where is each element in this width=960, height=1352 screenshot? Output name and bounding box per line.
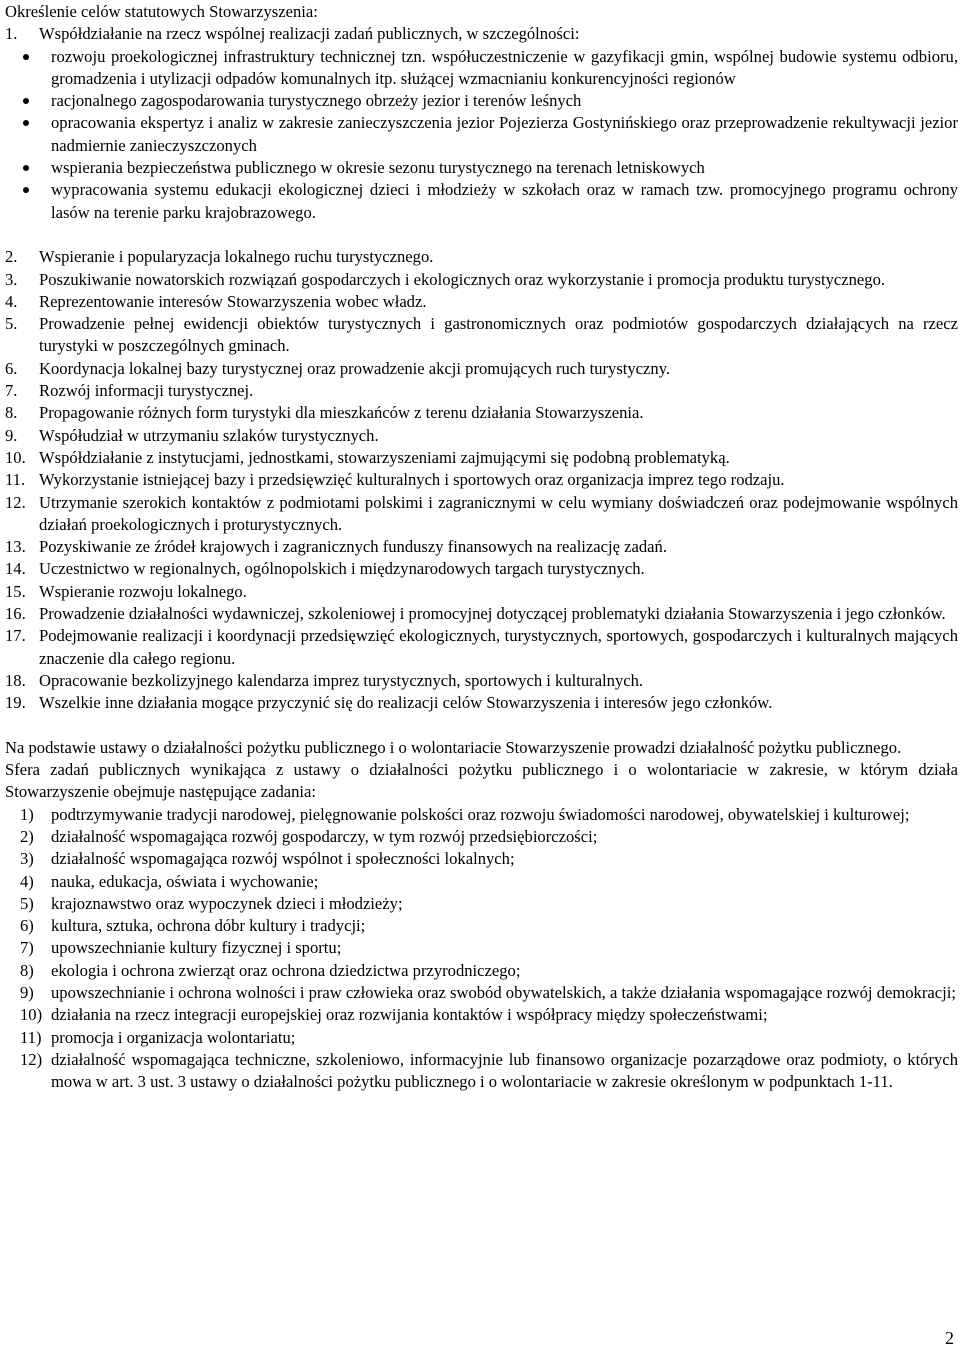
goal-item xyxy=(5,692,958,714)
task-item xyxy=(5,893,958,915)
task-item xyxy=(5,937,958,959)
goal-text: Poszukiwanie nowatorskich rozwiązań gospodarczych i ekologicznych oraz wykorzystanie i promocja produktu turystycznego. xyxy=(39,269,886,289)
goal-number: 6. xyxy=(5,358,18,378)
goal-number: 15. xyxy=(5,581,26,601)
goal-item-1 xyxy=(5,23,958,45)
task-item xyxy=(5,982,958,1004)
task-text: promocja i organizacja wolontariatu; xyxy=(51,1027,296,1047)
task-text: działalność wspomagająca rozwój gospodarczy, w tym rozwój przedsiębiorczości; xyxy=(51,826,598,846)
bullet-item xyxy=(5,90,958,112)
task-item xyxy=(5,1049,958,1094)
goal-text: Uczestnictwo w regionalnych, ogólnopolskich i międzynarodowych targach turystycznych. xyxy=(39,559,645,579)
task-text: kultura, sztuka, ochrona dóbr kultury i tradycji; xyxy=(51,916,366,936)
goal-text: Reprezentowanie interesów Stowarzyszenia wobec władz. xyxy=(39,291,427,311)
goal-item xyxy=(5,402,958,424)
task-number: 1) xyxy=(20,804,34,824)
goal-item xyxy=(5,670,958,692)
goal-item xyxy=(5,603,958,625)
paragraph-public-tasks: Sfera zadań publicznych wynikająca z ustawy o działalności pożytku publicznego i o wolontariacie w zakresie, w którym działa Stowarzyszenie obejmuje następujące zadania: xyxy=(5,760,958,802)
bullet-text: wypracowania systemu edukacji ekologicznej dzieci i młodzieży w szkołach oraz w ramach tzw. promocyjnego programu ochrony lasów na terenie parku krajobrazowego. xyxy=(51,180,958,222)
goal-number: 10. xyxy=(5,447,26,467)
bullet-icon xyxy=(5,179,51,224)
goal-number: 17. xyxy=(5,626,26,646)
bullet-item xyxy=(5,157,958,179)
goal-text: Propagowanie różnych form turystyki dla mieszkańców z terenu działania Stowarzyszenia. xyxy=(39,403,644,423)
goal-text: Opracowanie bezkolizyjnego kalendarza imprez turystycznych, sportowych i kulturalnych. xyxy=(39,670,644,690)
task-text: krajoznawstwo oraz wypoczynek dzieci i młodzieży; xyxy=(51,893,403,913)
goal-text: Utrzymanie szerokich kontaktów z podmiotami polskimi i zagranicznymi w celu wymiany doświadczeń oraz podejmowanie wspólnych działań proekologicznych i proturystycznych. xyxy=(39,492,958,534)
goal-number: 19. xyxy=(5,693,26,713)
task-item xyxy=(5,804,958,826)
goal-number: 12. xyxy=(5,492,26,512)
goal-text: Prowadzenie pełnej ewidencji obiektów turystycznych i gastronomicznych oraz podmiotów gospodarczych działających na rzecz turystyki w poszczególnych gminach. xyxy=(39,314,958,356)
task-number: 7) xyxy=(20,938,34,958)
goal-item xyxy=(5,246,958,268)
goal-number: 18. xyxy=(5,670,26,690)
task-text: działania na rzecz integracji europejskiej oraz rozwijania kontaktów i współpracy między społeczeństwami; xyxy=(51,1005,768,1025)
bullet-text: opracowania ekspertyz i analiz w zakresie zanieczyszczenia jezior Pojezierza Gostynińskiego oraz przeprowadzenie rekultywacji jezior nadmiernie zanieczyszczonych xyxy=(51,113,958,155)
goal-number: 7. xyxy=(5,381,18,401)
task-item xyxy=(5,1004,958,1026)
goal-text: Wykorzystanie istniejącej bazy i przedsięwzięć kulturalnych i sportowych oraz organizacja imprez tego rodzaju. xyxy=(39,470,785,490)
task-number: 4) xyxy=(20,871,34,891)
task-number: 12) xyxy=(20,1049,43,1069)
task-item xyxy=(5,871,958,893)
bullet-text: rozwoju proekologicznej infrastruktury technicznej tzn. współuczestniczenie w gazyfikacji gmin, wspólnej budowie systemu odbioru, gromadzenia i utylizacji odpadów komunalnych itp. służącej wzmacnianiu konkurencyjności regionów xyxy=(51,46,958,88)
task-item xyxy=(5,960,958,982)
goal-number: 14. xyxy=(5,559,26,579)
task-number: 6) xyxy=(20,916,34,936)
task-item xyxy=(5,826,958,848)
goal-text: Wspieranie i popularyzacja lokalnego ruchu turystycznego. xyxy=(39,247,434,267)
goal-text: Współdziałanie z instytucjami, jednostkami, stowarzyszeniami zajmującymi się podobną problematyką. xyxy=(39,447,730,467)
task-text: ekologia i ochrona zwierząt oraz ochrona dziedzictwa przyrodniczego; xyxy=(51,960,521,980)
task-number: 5) xyxy=(20,893,34,913)
goal-item xyxy=(5,269,958,291)
goal-text: Pozyskiwanie ze źródeł krajowych i zagranicznych funduszy finansowych na realizację zadań. xyxy=(39,537,667,557)
goal-item xyxy=(5,469,958,491)
goal-item xyxy=(5,313,958,358)
goal-text: Podejmowanie realizacji i koordynacji przedsięwzięć ekologicznych, turystycznych, sportowych, gospodarczych i kulturalnych mających znaczenie dla całego regionu. xyxy=(39,626,958,668)
goal-item xyxy=(5,581,958,603)
goal-text: Współudział w utrzymaniu szlaków turystycznych. xyxy=(39,425,379,445)
bullet-text: racjonalnego zagospodarowania turystycznego obrzeży jezior i terenów leśnych xyxy=(51,91,582,111)
goal-item xyxy=(5,447,958,469)
goals-list xyxy=(5,246,958,714)
task-number: 3) xyxy=(20,849,34,869)
document-page xyxy=(5,1,958,1094)
goal-number: 3. xyxy=(5,269,18,289)
bullet-item xyxy=(5,179,958,224)
goal-number: 11. xyxy=(5,470,26,490)
goal-number: 2. xyxy=(5,247,18,267)
goal-item xyxy=(5,291,958,313)
task-item xyxy=(5,915,958,937)
page-number: 2 xyxy=(945,1328,954,1348)
goal-item xyxy=(5,358,958,380)
task-text: działalność wspomagająca rozwój wspólnot i społeczności lokalnych; xyxy=(51,849,515,869)
goal-number: 13. xyxy=(5,537,26,557)
goal-item xyxy=(5,625,958,670)
goal-number: 16. xyxy=(5,604,26,624)
goal-text: Wszelkie inne działania mogące przyczynić się do realizacji celów Stowarzyszenia i interesów jego członków. xyxy=(39,693,773,713)
goal-item xyxy=(5,380,958,402)
bullet-text: wspierania bezpieczeństwa publicznego w okresie sezonu turystycznego na terenach letniskowych xyxy=(51,158,705,178)
goal-number: 8. xyxy=(5,403,18,423)
task-text: nauka, edukacja, oświata i wychowanie; xyxy=(51,871,319,891)
bullet-item xyxy=(5,46,958,91)
goal-text: Koordynacja lokalnej bazy turystycznej oraz prowadzenie akcji promujących ruch turystyczny. xyxy=(39,358,671,378)
task-number: 9) xyxy=(20,983,34,1003)
goal-text: Rozwój informacji turystycznej. xyxy=(39,381,254,401)
task-number: 11) xyxy=(20,1027,42,1047)
task-text: upowszechnianie kultury fizycznej i sportu; xyxy=(51,938,342,958)
tasks-list xyxy=(5,804,958,1094)
goal-text: Współdziałanie na rzecz wspólnej realizacji zadań publicznych, w szczególności: xyxy=(39,24,580,44)
task-text: upowszechnianie i ochrona wolności i praw człowieka oraz swobód obywatelskich, a także działania wspomagające rozwój demokracji; xyxy=(51,983,956,1003)
goal-item xyxy=(5,425,958,447)
bullet-icon xyxy=(5,46,51,91)
bullet-icon xyxy=(5,112,51,157)
goal-number: 9. xyxy=(5,425,18,445)
goal-number: 4. xyxy=(5,291,18,311)
task-item xyxy=(5,848,958,870)
goal-text: Prowadzenie działalności wydawniczej, szkoleniowej i promocyjnej dotyczącej problematyki działania Stowarzyszenia i jego członków. xyxy=(39,604,946,624)
goal-number: 5. xyxy=(5,314,18,334)
bullet-icon xyxy=(5,157,51,179)
goal-number: 1. xyxy=(5,24,18,44)
goal-item xyxy=(5,492,958,537)
task-number: 2) xyxy=(20,826,34,846)
task-number: 10) xyxy=(20,1005,43,1025)
task-number: 8) xyxy=(20,960,34,980)
goal-item xyxy=(5,536,958,558)
task-text: podtrzymywanie tradycji narodowej, pielęgnowanie polskości oraz rozwoju świadomości narodowej, obywatelskiej i kulturowej; xyxy=(51,804,910,824)
goal-item xyxy=(5,558,958,580)
bullet-list xyxy=(5,46,958,224)
bullet-item xyxy=(5,112,958,157)
paragraph-legal-basis: Na podstawie ustawy o działalności pożytku publicznego i o wolontariacie Stowarzyszenie prowadzi działalność pożytku publicznego. xyxy=(5,737,902,757)
section-heading: Określenie celów statutowych Stowarzyszenia: xyxy=(5,2,318,21)
task-text: działalność wspomagająca techniczne, szkoleniowo, informacyjnie lub finansowo organizacje pozarządowe oraz podmioty, o których mowa w art. 3 ust. 3 ustawy o działalności pożytku publicznego i o wolontariacie w zakresie określonym w podpunktach 1-11. xyxy=(51,1049,958,1092)
task-item xyxy=(5,1027,958,1049)
goal-text: Wspieranie rozwoju lokalnego. xyxy=(39,581,247,601)
bullet-icon xyxy=(5,90,51,112)
